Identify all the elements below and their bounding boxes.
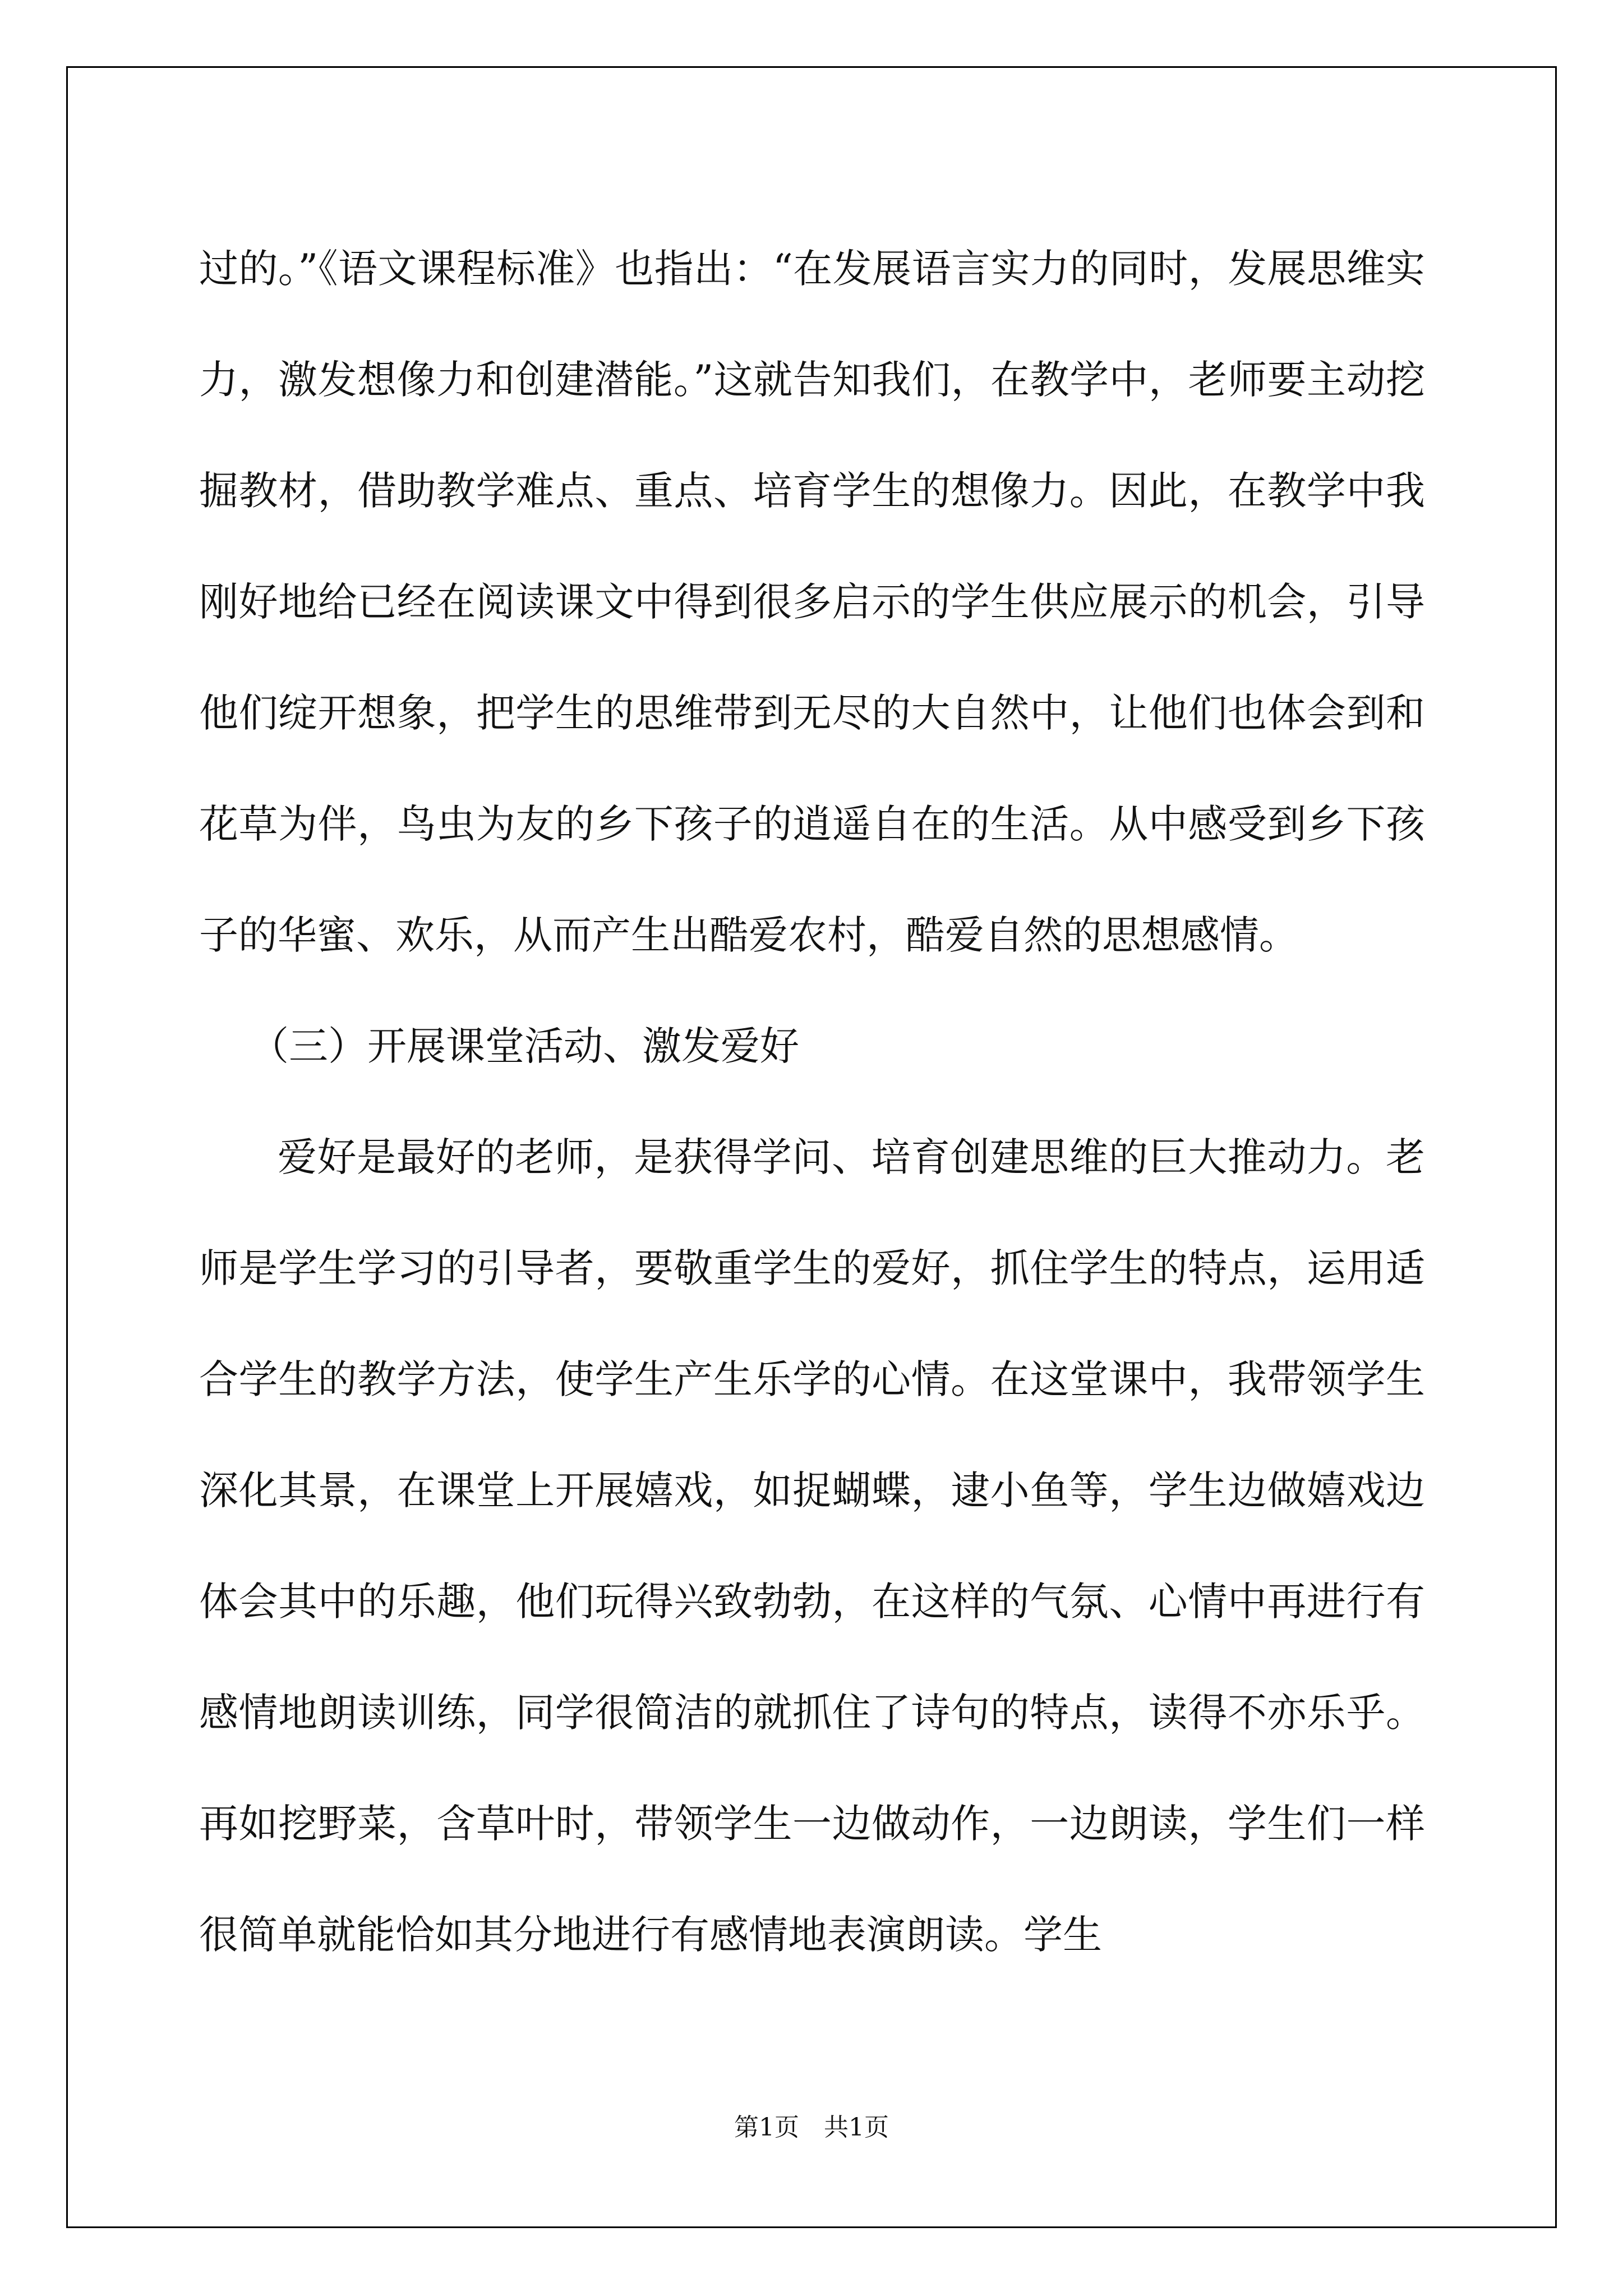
page-number: 第1页 共1页 — [734, 2113, 889, 2142]
paragraph-continuation: 过的。”《语文课程标准》也指出：“在发展语言实力的同时，发展思维实力，激发想像力和创建潜能。”这就告知我们，在教学中，老师要主动挖掘教材，借助教学难点、重点、培育学生的想像力。因此，在教学中我刚好地给已经在阅读课文中得到很多启示的学生供应展示的机会，引导他们绽开想象，把学生的思维带到无尽的大自然中，让他们也体会到和花草为伴，鸟虫为友的乡下孩子的逍遥自在的生活。从中感受到乡下孩子的华蜜、欢乐，从而产生出酷爱农村，酷爱自然的思想感情。 — [199, 246, 1425, 958]
paragraph-interest: 爱好是最好的老师，是获得学问、培育创建思维的巨大推动力。老师是学生学习的引导者，要敬重学生的爱好，抓住学生的特点，运用适合学生的教学方法，使学生产生乐学的心情。在这堂课中，我带领学生深化其景，在课堂上开展嬉戏，如捉蝴蝶，逮小鱼等，学生边做嬉戏边体会其中的乐趣，他们玩得兴致勃勃，在这样的气氛、心情中再进行有感情地朗读训练，同学很简洁的就抓住了诗句的特点，读得不亦乐乎。再如挖野菜，含草叶时，带领学生一边做动作，一边朗读，学生们一样很简单就能恰如其分地进行有感情地表演朗读。学生 — [199, 1134, 1425, 1958]
document-body — [199, 213, 1425, 1990]
section-heading: （三）开展课堂活动、激发爱好 — [250, 1023, 799, 1069]
page-footer — [0, 2111, 1623, 2145]
